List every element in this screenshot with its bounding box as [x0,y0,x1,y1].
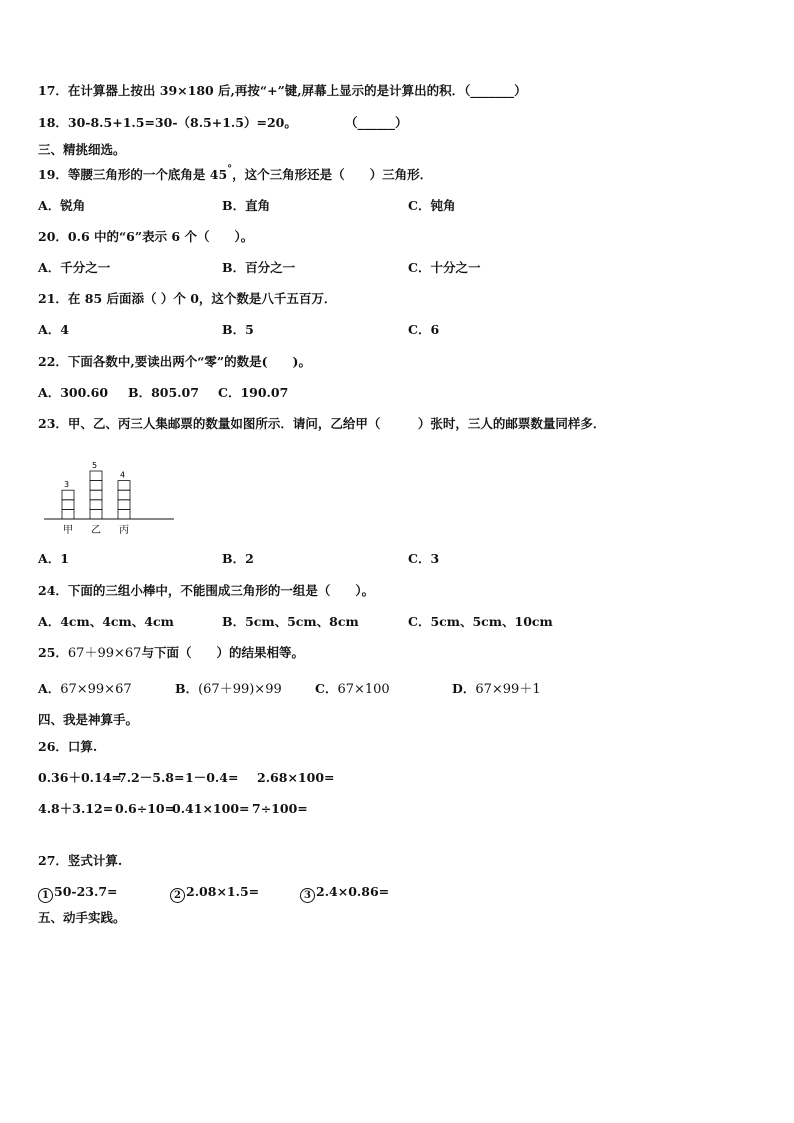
option-25-d[interactable] [452,681,541,698]
option-24-b[interactable]: B．5cm、5cm、8cm [222,614,359,629]
question-20: 20．0.6 中的“6”表示 6 个（ ）。 [38,229,254,244]
option-23-a[interactable]: A．1 [38,551,69,566]
bar-cell-甲-1 [62,509,74,519]
question-23: 23．甲、乙、丙三人集邮票的数量如图所示．请问，乙给甲（ ）张时，三人的邮票数量同样多． [38,416,606,431]
calc-1-2: 7.2－5.8= [118,770,185,785]
option-21-a[interactable]: A．4 [38,322,69,337]
section-3-heading: 三、精挑细选。 [38,142,126,157]
option-22-b[interactable]: B．805.07 [128,385,199,400]
bar-cell-甲-3 [62,490,74,500]
section-4-heading: 四、我是神算手。 [38,712,139,727]
option-24-c[interactable]: C．5cm、5cm、10cm [408,614,553,629]
category-label: 丙 [119,525,129,536]
option-20-c[interactable]: C．十分之一 [408,260,481,275]
option-19-a[interactable]: A．锐角 [38,198,86,213]
question-18: 18．30-8.5+1.5=30-（8.5+1.5）=20。 [38,115,297,130]
option-23-b[interactable]: B．2 [222,551,254,566]
option-22-c[interactable]: C．190.07 [218,385,289,400]
calc-2-2: 0.6÷10= [115,801,176,816]
question-17: 17．在计算器上按出 39×180 后,再按“+”键,屏幕上显示的是计算出的积．（_______） [38,83,527,98]
question-19-text-a: 19．等腰三角形的一个底角是 45 [38,167,228,182]
question-24: 24．下面的三组小棒中，不能围成三角形的一组是（ ）。 [38,583,375,598]
bar-cell-丙-1 [118,509,130,519]
question-27: 27．竖式计算. [38,853,123,868]
vertical-calc-3 [300,884,389,903]
option-25-a-value: 67×99×67 [60,682,132,697]
question-21: 21．在 85 后面添（ ）个 0，这个数是八千五百万． [38,291,337,306]
calc-2-1: 4.8＋3.12= [38,801,114,816]
option-25-d-label: D． [452,681,476,696]
calc-2-4: 7÷100= [252,801,308,816]
circled-number-1: 1 [38,888,53,903]
option-25-b-value: (67＋99)×99 [198,682,282,697]
option-25-b-label: B． [175,681,199,696]
question-25-text: 与下面（ ）的结果相等。 [141,645,304,660]
bar-value-label: 5 [92,461,98,470]
calc-2-3: 0.41×100= [172,801,250,816]
question-18-answer-blank: （______） [345,115,408,130]
option-25-d-value: 67×99＋1 [475,682,541,697]
question-25-expression: 67＋99×67 [67,646,142,661]
vertical-calc-1 [38,884,118,903]
option-24-a[interactable]: A．4cm、4cm、4cm [38,614,174,629]
option-20-a[interactable]: A．千分之一 [38,260,111,275]
bar-cell-乙-4 [90,481,102,491]
option-25-a[interactable] [38,681,132,698]
bar-value-label: 3 [64,480,70,490]
bar-cell-乙-5 [90,471,102,481]
option-25-c-label: C． [315,681,338,696]
question-25-number: 25． [38,645,68,660]
question-19 [38,164,433,185]
bar-value-label: 4 [120,470,126,480]
bar-cell-丙-4 [118,481,130,491]
question-22: 22．下面各数中,要读出两个“零”的数是( )。 [38,354,311,369]
option-19-b[interactable]: B．直角 [222,198,271,213]
bar-cell-丙-3 [118,490,130,500]
option-20-b[interactable]: B．百分之一 [222,260,296,275]
bar-cell-甲-2 [62,500,74,510]
option-21-c[interactable]: C．6 [408,322,440,337]
calc-1-1: 0.36＋0.14= [38,770,122,785]
question-19-text-b: ，这个三角形还是（ ）三角形． [232,167,433,182]
vertical-calc-1-expr: 50-23.7= [54,884,118,899]
circled-number-3: 3 [300,888,315,903]
section-5-heading: 五、动手实践。 [38,910,126,925]
vertical-calc-2-expr: 2.08×1.5= [186,884,260,899]
option-19-c[interactable]: C．钝角 [408,198,456,213]
option-25-b[interactable] [175,681,282,698]
bar-cell-丙-2 [118,500,130,510]
option-23-c[interactable]: C．3 [408,551,440,566]
option-22-a[interactable]: A．300.60 [38,385,109,400]
option-25-c-value: 67×100 [337,682,390,697]
vertical-calc-2 [170,884,259,903]
stamp-count-chart [44,446,176,538]
bar-cell-乙-1 [90,509,102,519]
option-21-b[interactable]: B．5 [222,322,254,337]
calc-1-3: 1－0.4= [185,770,239,785]
circled-number-2: 2 [170,888,185,903]
question-25 [38,645,304,662]
category-label: 甲 [63,525,73,536]
bar-cell-乙-3 [90,490,102,500]
calc-1-4: 2.68×100= [257,770,335,785]
bar-cell-乙-2 [90,500,102,510]
question-26: 26．口算. [38,739,98,754]
category-label: 乙 [91,525,101,536]
vertical-calc-3-expr: 2.4×0.86= [316,884,390,899]
option-25-c[interactable] [315,681,390,698]
degree-symbol: ° [227,164,233,175]
option-25-a-label: A． [38,681,61,696]
